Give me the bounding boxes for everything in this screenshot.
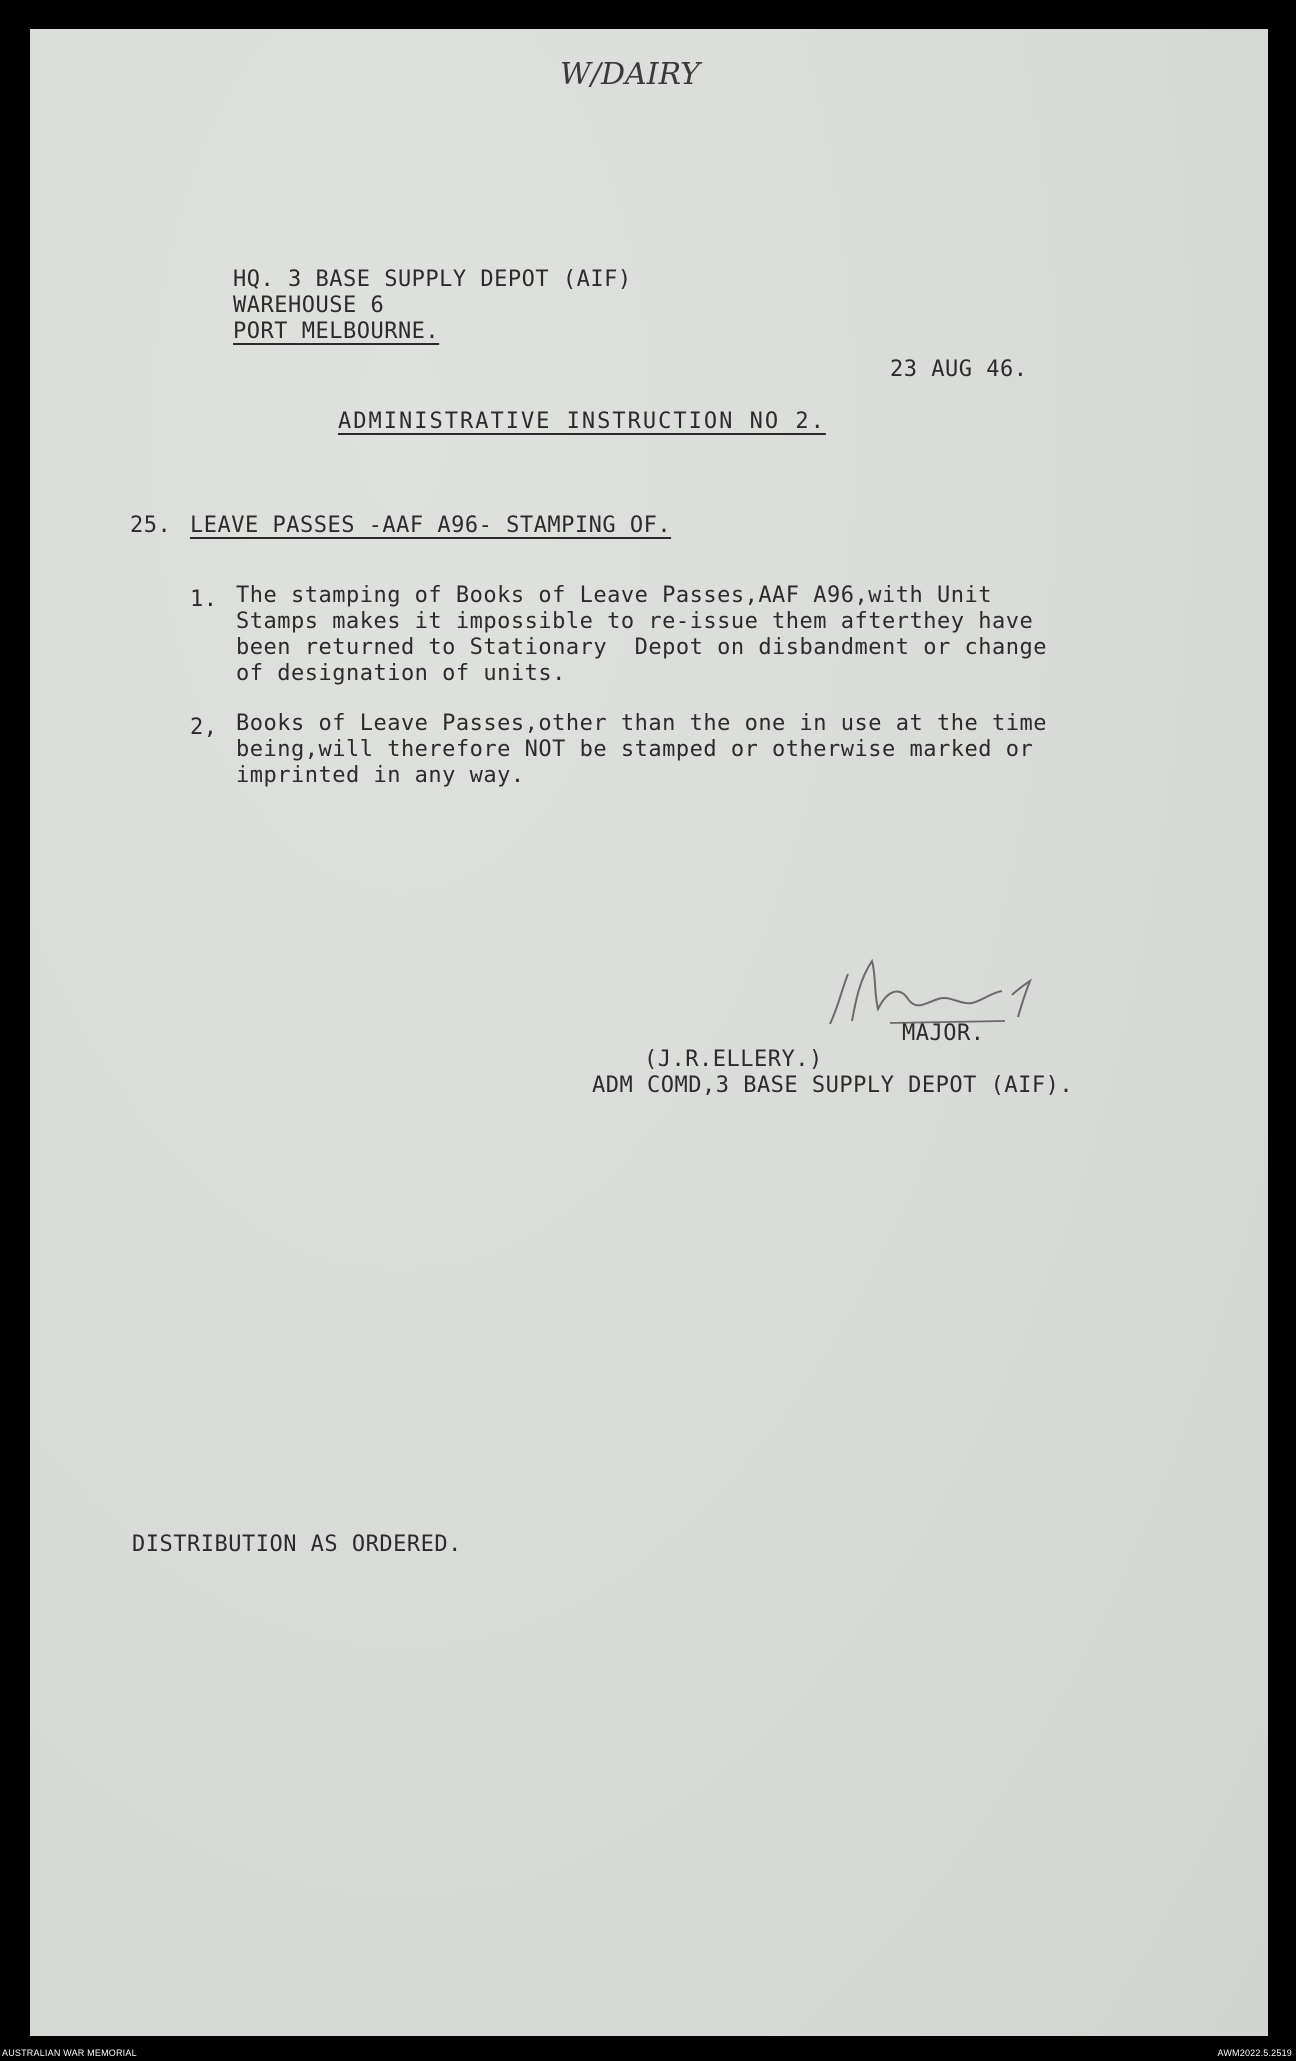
section-number: 25. xyxy=(130,513,172,538)
paragraph-line: been returned to Stationary Depot on disbandment or change xyxy=(236,635,1047,660)
paragraph-line: of designation of units. xyxy=(236,661,566,686)
signatory-appointment: ADM COMD,3 BASE SUPPLY DEPOT (AIF). xyxy=(592,1073,1074,1098)
signatory-rank: MAJOR. xyxy=(902,1021,985,1046)
paragraph-line: being,will therefore NOT be stamped or otherwise marked or xyxy=(236,737,1034,762)
distribution-note: DISTRIBUTION AS ORDERED. xyxy=(132,1532,462,1557)
footer-catalogue-number: AWM2022.5.2519 xyxy=(1217,2048,1292,2058)
document-title: ADMINISTRATIVE INSTRUCTION NO 2. xyxy=(338,409,826,434)
header-line-1: HQ. 3 BASE SUPPLY DEPOT (AIF) xyxy=(233,267,632,292)
handwritten-note: W/DAIRY xyxy=(560,57,700,92)
footer-institution: AUSTRALIAN WAR MEMORIAL xyxy=(2,2048,137,2058)
document-date: 23 AUG 46. xyxy=(890,357,1028,382)
paragraph-number: 2, xyxy=(190,715,218,740)
paragraph-line: imprinted in any way. xyxy=(236,763,525,788)
paragraph-number: 1. xyxy=(190,587,218,612)
signatory-name: (J.R.ELLERY.) xyxy=(644,1047,823,1072)
paragraph-line: Books of Leave Passes,other than the one in use at the time xyxy=(236,711,1047,736)
document-page xyxy=(30,29,1268,2036)
section-heading: LEAVE PASSES -AAF A96- STAMPING OF. xyxy=(190,513,672,538)
header-line-3: PORT MELBOURNE. xyxy=(233,319,440,344)
paragraph-line: Stamps makes it impossible to re-issue them afterthey have xyxy=(236,609,1034,634)
paragraph-line: The stamping of Books of Leave Passes,AAF A96,with Unit xyxy=(236,583,992,608)
header-line-2: WAREHOUSE 6 xyxy=(233,293,385,318)
